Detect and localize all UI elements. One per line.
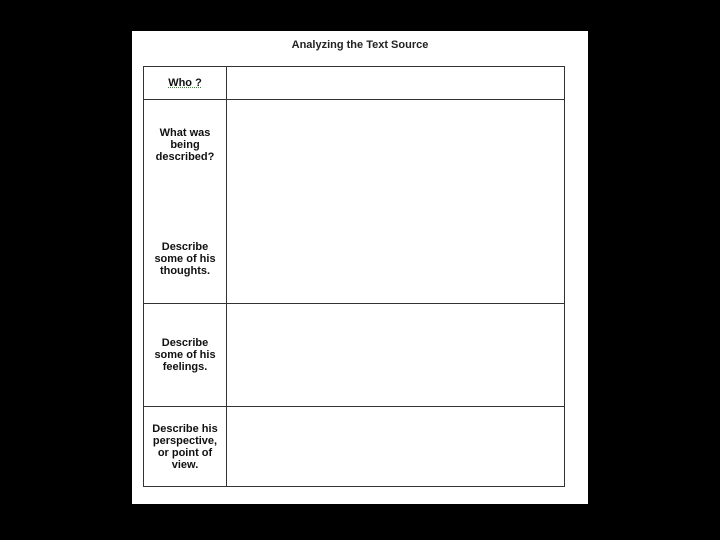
label-cell-who	[144, 67, 227, 100]
answer-cell-perspective[interactable]	[227, 407, 565, 487]
worksheet-page	[132, 31, 588, 504]
table-row-described-thoughts	[144, 100, 565, 304]
label-who: Who ?	[168, 77, 202, 89]
table-row-feelings	[144, 304, 565, 407]
table-row-perspective	[144, 407, 565, 487]
label-cell-described-thoughts	[144, 100, 227, 304]
answer-cell-feelings[interactable]	[227, 304, 565, 407]
label-feelings: Describe some of his feelings.	[154, 337, 216, 373]
label-cell-feelings	[144, 304, 227, 407]
label-what-described: What was being described?	[155, 126, 215, 163]
answer-cell-who[interactable]	[227, 67, 565, 100]
worksheet-title: Analyzing the Text Source	[291, 39, 429, 51]
label-perspective: Describe his perspective, or point of view.	[152, 422, 218, 471]
label-thoughts: Describe some of his thoughts.	[154, 240, 216, 277]
table-row-who	[144, 67, 565, 100]
worksheet-table	[143, 66, 565, 487]
label-cell-perspective	[144, 407, 227, 487]
answer-cell-described-thoughts[interactable]	[227, 100, 565, 304]
